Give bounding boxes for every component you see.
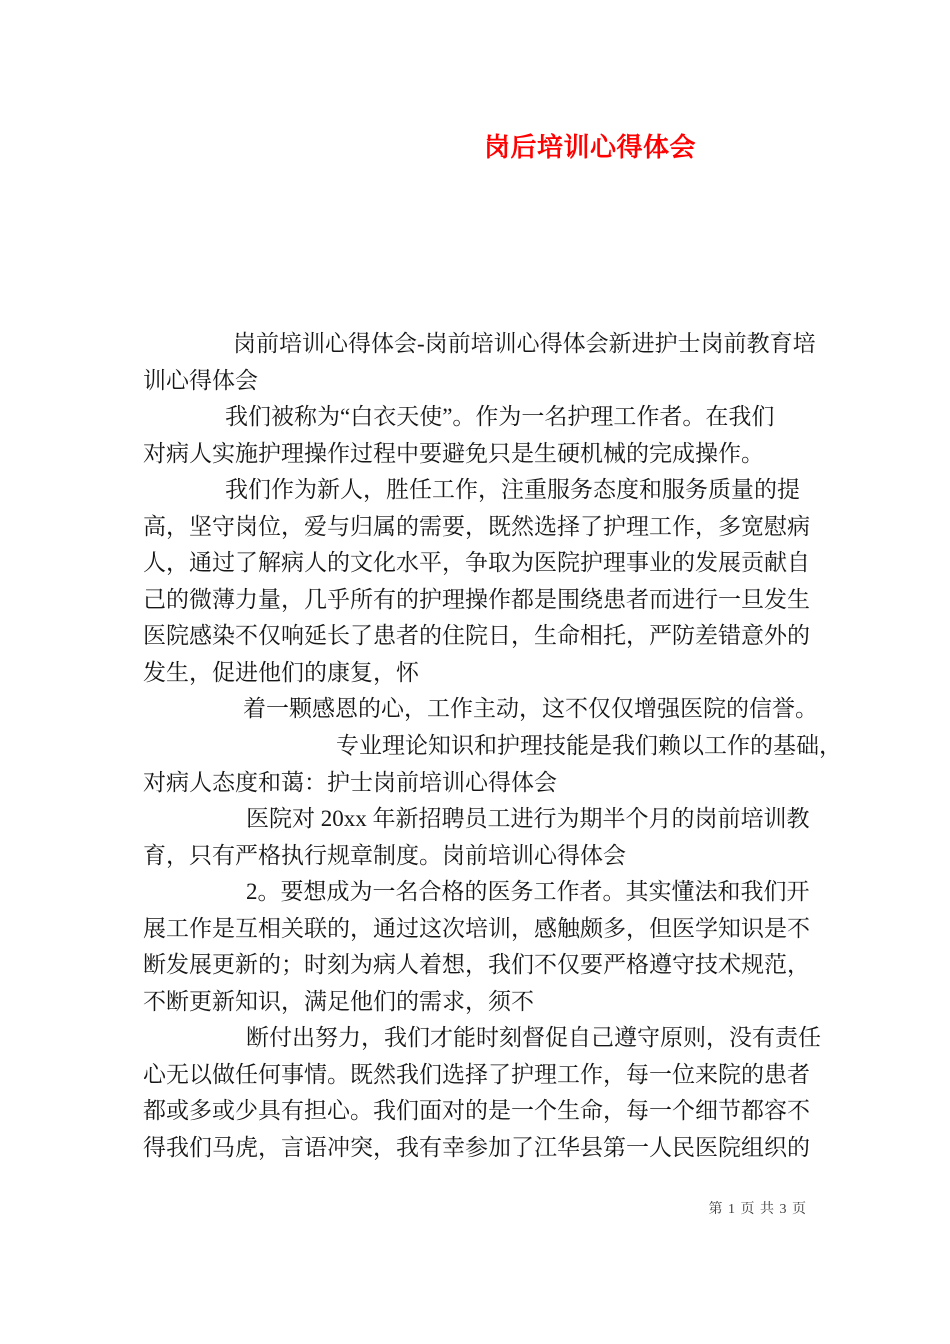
text-line: 对病人实施护理操作过程中要避免只是生硬机械的完成操作。: [143, 440, 764, 466]
text-line: 得我们马虎，言语冲突，我有幸参加了江华县第一人民医院组织的: [143, 1135, 810, 1161]
document-body: [143, 326, 842, 1167]
text-line: 训心得体会: [143, 367, 258, 393]
text-line: 展工作是互相关联的，通过这次培训，感触颇多，但医学知识是不: [143, 915, 810, 941]
text-line: 断付出努力，我们才能时刻督促自己遵守原则，没有责任: [246, 1025, 821, 1051]
text-line: 专业理论知识和护理技能是我们赖以工作的基础，: [336, 733, 842, 759]
text-line: 断发展更新的；时刻为病人着想，我们不仅要严格遵守技术规范，: [143, 952, 810, 978]
text-line: 2。要想成为一名合格的医务工作者。其实懂法和我们开: [246, 879, 810, 905]
text-line: 发生，促进他们的康复，怀: [143, 659, 419, 685]
text-line: 我们被称为“白衣天使”。作为一名护理工作者。在我们: [225, 404, 775, 430]
text-line: 育，只有严格执行规章制度。岗前培训心得体会: [143, 842, 626, 868]
text-line: 人，通过了解病人的文化水平，争取为医院护理事业的发展贡献自: [143, 550, 810, 576]
text-line: 医院对 20xx 年新招聘员工进行为期半个月的岗前培训教: [246, 806, 810, 832]
text-line: 着一颗感恩的心，工作主动，这不仅仅增强医院的信誉。: [243, 696, 818, 722]
text-line: 心无以做任何事情。既然我们选择了护理工作，每一位来院的患者: [143, 1061, 810, 1087]
page-footer: 第 1 页 共 3 页: [708, 1202, 807, 1217]
text-line: 高，坚守岗位，爱与归属的需要，既然选择了护理工作，多宽慰病: [143, 513, 810, 539]
text-line: 岗前培训心得体会-岗前培训心得体会新进护士岗前教育培: [233, 331, 816, 356]
text-line: 医院感染不仅响延长了患者的住院日，生命相托，严防差错意外的: [143, 623, 810, 649]
text-line: 都或多或少具有担心。我们面对的是一个生命，每一个细节都容不: [143, 1098, 810, 1124]
text-line: 己的微薄力量，几乎所有的护理操作都是围绕患者而进行一旦发生: [143, 586, 810, 612]
document-title: 岗后培训心得体会: [483, 133, 696, 162]
text-line: 对病人态度和蔼：护士岗前培训心得体会: [143, 769, 557, 795]
text-line: 不断更新知识，满足他们的需求，须不: [143, 988, 534, 1014]
text-line: 我们作为新人，胜任工作，注重服务态度和服务质量的提: [225, 477, 800, 503]
